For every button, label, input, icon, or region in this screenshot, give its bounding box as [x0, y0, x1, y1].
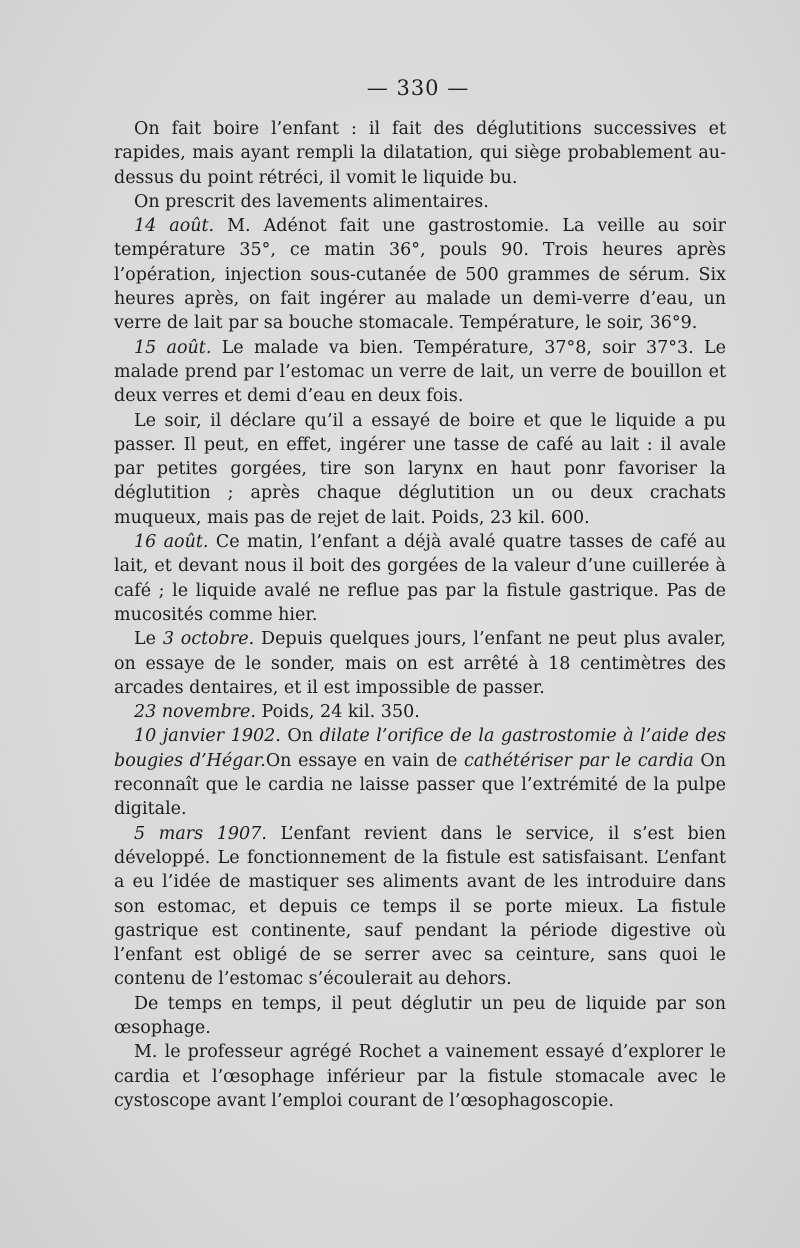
paragraph [114, 822, 726, 992]
paragraph-text: M. le professeur agrégé Rochet a vainement essayé d’explorer le cardia et l’œsophage inférieur par la fistule stomacale avec le cystoscope avant l’emploi courant de l’œsophagoscopie. [114, 1042, 726, 1111]
entry-date: 10 janvier 1902. [134, 726, 281, 747]
paragraph-text: Le malade va bien. Température, 37°8, soir 37°3. Le malade prend par l’estomac un verre de lait, un verre de bouillon et deux verres et demi d’eau en deux fois. [114, 337, 726, 407]
entry-date: 15 août. [134, 337, 212, 358]
paragraph [114, 336, 726, 409]
paragraph [114, 724, 726, 821]
entry-date: 14 août. [134, 216, 215, 237]
paragraph [114, 214, 726, 335]
paragraph [114, 992, 726, 1041]
paragraph-text-italic: cathétériser par le cardia [464, 750, 694, 771]
paragraph-text-italic: dilate l’orifice de la gastrostomie à l’aide des bougies d’Hégar. [114, 726, 726, 771]
paragraph-text: Ce matin, l’enfant a déjà avalé quatre tasses de café au lait, et devant nous il boit des gorgées de la valeur d’une cuillerée à café ; le liquide avalé ne reflue pas par la fistule gastrique. Pas de mucosités comme hier. [114, 532, 726, 625]
paragraph [114, 1040, 726, 1113]
entry-date: 5 mars 1907. [134, 823, 267, 844]
paragraph-text: Le soir, il déclare qu’il a essayé de boire et que le liquide a pu passer. Il peut, en effet, ingérer une tasse de café au lait : il avale par petites gorgées, tire son larynx en haut ponr favoriser la déglutition ; après chaque déglutition un ou deux crachats muqueux, mais pas de rejet de lait. Poids, 23 kil. 600. [114, 410, 726, 528]
entry-date: 23 novembre. [134, 702, 256, 723]
entry-date: 16 août. [134, 532, 209, 553]
paragraph [114, 627, 726, 700]
paragraph [114, 409, 726, 530]
body-text [114, 117, 726, 1113]
paragraph-text: On prescrit des lavements alimentaires. [134, 191, 489, 212]
paragraph [114, 700, 726, 724]
paragraph-text: On essaye en vain de [265, 750, 465, 771]
paragraph-prefix: Le [134, 629, 163, 650]
paragraph-text: On fait boire l’enfant : il fait des déglutitions successives et rapides, mais ayant rempli la dilatation, qui siège probablement au-dessus du point rétréci, il vomit le liquide bu. [114, 119, 726, 188]
entry-date: 3 octobre. [162, 629, 255, 650]
paragraph [114, 530, 726, 627]
paragraph-text: M. Adénot fait une gastrostomie. La veille au soir température 35°, ce matin 36°, pouls 90. Trois heures après l’opération, injection sous-cutanée de 500 grammes de sérum. Six heures après, on fait ingérer au malade un demi-verre d’eau, un verre de lait par sa bouche stomacale. Température, le soir, 36°9. [114, 216, 726, 334]
page-number: — 330 — [366, 76, 470, 100]
paragraph-text: Depuis quelques jours, l’enfant ne peut plus avaler, on essaye de le sonder, mais on est arrêté à 18 centimètres des arcades dentaires, et il est impossible de passer. [114, 629, 726, 698]
paragraph-text: De temps en temps, il peut déglutir un peu de liquide par son œsophage. [114, 993, 726, 1038]
paragraph [114, 117, 726, 190]
paragraph [114, 190, 726, 214]
paragraph-text: L’enfant revient dans le service, il s’est bien développé. Le fonctionnement de la fistule est satisfaisant. L’enfant a eu l’idée de mastiquer ses aliments avant de les introduire dans son estomac, et depuis ce temps il se porte mieux. La fistule gastrique est continente, sauf pendant la période digestive où l’enfant est obligé de se serrer avec sa ceinture, sans quoi le contenu de l’estomac s’écoulerait au dehors. [114, 823, 726, 990]
paragraph-text: On [287, 726, 320, 747]
paragraph-text: Poids, 24 kil. 350. [261, 702, 420, 723]
paragraph-text: On reconnaît que le cardia ne laisse passer que l’extrémité de la pulpe digitale. [114, 750, 726, 820]
